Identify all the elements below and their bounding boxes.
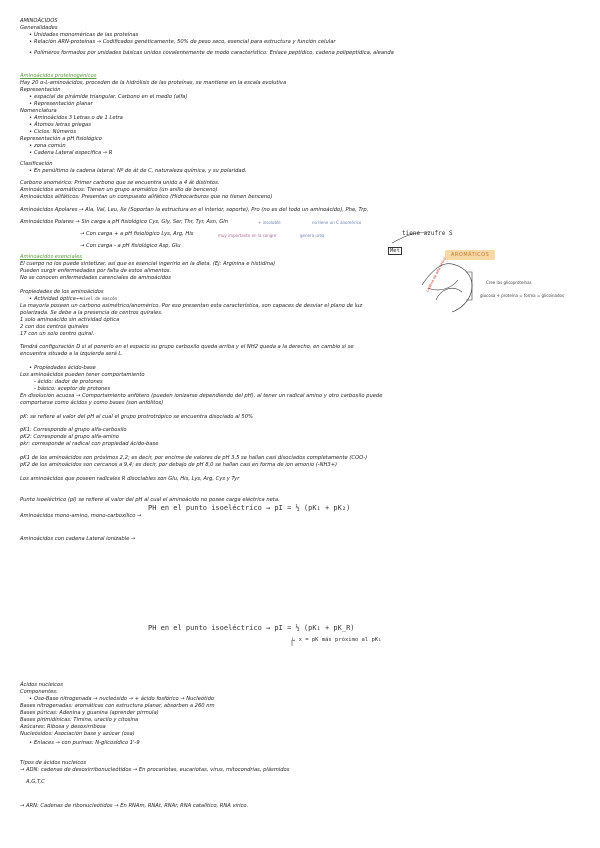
text-line: Aminoácidos con cadena Lateral ionizable → bbox=[20, 536, 136, 542]
text-line: Azúcares: Ribosa y desoxirribosa bbox=[20, 724, 106, 730]
text-line: → Con carga - a pH fisiológico Asp, Glu bbox=[80, 243, 181, 249]
text-line: pK2: Corresponde al grupo alfa-amino bbox=[20, 434, 119, 440]
text-line: encuentra situado a la izquierda será L. bbox=[20, 351, 123, 357]
text-line: • En penúltimo la cadena lateral: Nº de át de C, naturaleza química, y su polaridad. bbox=[34, 168, 247, 174]
text-line: Aminoácidos proteinogénicos bbox=[20, 73, 97, 79]
text-line: A,G,T,C bbox=[26, 779, 45, 785]
text-line: Componentes: bbox=[20, 689, 58, 695]
annotation: genera urea bbox=[300, 233, 325, 238]
text-line: La mayoría poseen un carbono asimétrico/anomérico. Por eso presentan esta característica, son capaces de desviar el plano de luz bbox=[20, 303, 363, 309]
text-line: Aminoácidos mono-amino, mono-carboxílico → bbox=[20, 513, 142, 519]
text-line: pK1 de los aminoácidos son próximos 2,2; es decir, por encima de valores de pH 3,5 se hallan casi disociados completamente (COO-) bbox=[20, 455, 368, 461]
handwritten-note: PH en el punto isoeléctrico → pI = ½ (pK₁ + pK₂) bbox=[148, 504, 351, 512]
text-line: Nomenclatura bbox=[20, 108, 57, 114]
text-line: Aminoácidos aromáticos: Tienen un grupo aromático (un anillo de benceno) bbox=[20, 187, 218, 193]
svg-text:cadena de alfa hélice: cadena de alfa hélice bbox=[425, 256, 447, 293]
annotation: glucosa + proteína = forma = glicoinados bbox=[480, 293, 565, 298]
text-line: • Átomos letras griegas bbox=[34, 122, 91, 128]
text-line: • Enlaces → con purinas: N-glicosídico 1'-9 bbox=[34, 740, 140, 746]
text-line: → ADN: cadenas de desoxirribonucleótidos → En procariotas, eucariotas, virus, mitocondrias, plásmidos bbox=[20, 767, 290, 773]
text-line: Representación a pH fisiológico bbox=[20, 136, 102, 142]
text-line: • espacial de pirámide triangular. Carbono en el medio (alfa) bbox=[34, 94, 187, 100]
annotation: Cree las glicoproteínas bbox=[486, 280, 532, 285]
text-line: polarizada. Se debe a la presencia de centros quirales. bbox=[20, 310, 163, 316]
text-line: → Con carga + a pH fisiológico Lys, Arg, His bbox=[80, 231, 194, 237]
text-line: Nucleósidos: Asociación base y azúcar (osa) bbox=[20, 731, 135, 737]
annotation: + insoluble bbox=[258, 220, 281, 225]
text-line: - ácido: dador de protones bbox=[34, 379, 103, 385]
handwritten-note: PH en el punto isoeléctrico → pI = ½ (pK₁ + pK_R) bbox=[148, 624, 355, 632]
text-line: 2 con dos centros quirales bbox=[20, 324, 89, 330]
text-line: • Relación ARN-proteínas → Codificados genéticamente, 50% de peso seco, esencial para estructura y función celular bbox=[34, 39, 336, 45]
text-line: • Oso-Base nitrogenada → nucleósido → + ácido fosfórico → Nucleótido bbox=[34, 696, 214, 702]
text-line: Hay 20 α-L-aminoácidos, proceden de la hidrólisis de las proteínas, se mantiene en la escala evolutiva bbox=[20, 80, 287, 86]
handwritten-note: Met bbox=[390, 248, 400, 254]
text-line: Representación bbox=[20, 87, 61, 93]
text-line: No se conocen enfermedades carenciales de aminoácidos bbox=[20, 275, 171, 281]
handwritten-note: tiene azufre S bbox=[402, 230, 453, 237]
text-line: 1 solo aminoácido sin actividad óptica bbox=[20, 317, 120, 323]
text-line: Propiedades de los aminoácidos bbox=[20, 289, 104, 295]
text-line: • Propiedades ácido-base bbox=[34, 365, 96, 371]
text-line: Bases nitrogenadas: aromáticas con estructura planar, absorben a 260 nm bbox=[20, 703, 215, 709]
text-line: Generalidades bbox=[20, 25, 58, 31]
text-line: Carbono anomérico: Primer carbono que se encuentra unido a 4 át distintos. bbox=[20, 180, 220, 186]
text-line: El cuerpo no los puede sintetizar, así que es esencial ingerirlo en la dieta. (Ej: Arginina e histidina) bbox=[20, 261, 276, 267]
text-line: comportarse como ácidos y como bases (son anfólitos) bbox=[20, 400, 164, 406]
handwritten-note: → nivel de mascón bbox=[76, 296, 117, 301]
text-line: • Representación planar bbox=[34, 101, 93, 107]
text-line: Aminoácidos esenciales bbox=[20, 254, 82, 260]
text-line: En disolución acuosa → Comportamiento anfótero (pueden ionizarse dependiendo del pH), al tener un radical amino y otro carboxilo puede bbox=[20, 393, 383, 399]
text-line: Bases pirimidínicas: Timina, uracilo y citosina bbox=[20, 717, 139, 723]
text-line: Clasificación bbox=[20, 161, 53, 167]
text-line: Los aminoácidos pueden tener comportamiento bbox=[20, 372, 145, 378]
text-line: Tipos de ácidos nucleicos bbox=[20, 760, 87, 766]
annotation: no tiene un C anomérico bbox=[312, 220, 362, 225]
text-line: Tendrá configuración D si al ponerlo en el espacio su grupo carboxilo queda arriba y el NH2 queda a la derecho, en cambio si se bbox=[20, 344, 354, 350]
text-line: • zona común bbox=[34, 143, 66, 149]
text-line: pK1: Corresponde al grupo alfa-carboxilo bbox=[20, 427, 127, 433]
text-line: AMINOÁCIDOS bbox=[20, 18, 58, 24]
text-line: • Polímeros formados por unidades básicas unidos covalentemente de modo característico: Enlace peptídico, cadena polipeptídica, aleanda bbox=[34, 50, 394, 56]
annotation: muy importante en la sangre bbox=[218, 233, 277, 238]
text-line: Aminoácidos alifáticos: Presentan un compuesto alifático (Hidrocarburos que no tienen benceno) bbox=[20, 194, 273, 200]
text-line: 17 con un solo centro quiral. bbox=[20, 331, 95, 337]
aromaticos-badge: AROMÁTICOS bbox=[445, 250, 495, 260]
text-line: Punto isoeléctrico (pI) se refiere al valor del pH al cual el aminoácido no posee carga eléctrica neta. bbox=[20, 497, 280, 503]
text-line: - básico: aceptor de protones bbox=[34, 386, 111, 392]
text-line: → ARN: Cadenas de ribonucleótidos → En RNAm, RNAt, RNAr, RNA catalítico, RNA vírico. bbox=[20, 803, 249, 809]
text-line: pK2 de los aminoácidos son cercanos a 9,4; es decir, por debajo de pH 8,0 se hallan casi en forma de ion amonio (-NH3+) bbox=[20, 462, 338, 468]
text-line: Aminoácidos Apolares → Ala, Val, Leu, Ile (Soportan la estructura en el interior, soporte), Pro (no es del todo un aminoácido), Phe, Trp, bbox=[20, 207, 369, 213]
text-line: Pueden surgir enfermedades por falta de estos alimentos. bbox=[20, 268, 172, 274]
text-line: • Ciclos: Números bbox=[34, 129, 76, 135]
text-line: • Actividad óptica → bbox=[34, 296, 82, 302]
handwritten-note: ↳ x = pK más próximo al pK₁ bbox=[292, 637, 382, 643]
text-line: Aminoácidos Polares → Sin carga a pH fisiológico Cys, Gly, Ser, Thr, Tyr, Asn, Gln bbox=[20, 219, 228, 225]
text-line: • Aminoácidos 3 Letras o de 1 Letra bbox=[34, 115, 123, 121]
text-line: Ácidos nucleicos bbox=[20, 682, 63, 688]
text-line: pK: se refiere al valor del pH al cual el grupo protrotrópico se encuentra disociado al 50% bbox=[20, 414, 253, 420]
text-line: Los aminoácidos que poseen radicales R disociables son Glu, His, Lys, Arg, Cys y Tyr bbox=[20, 476, 240, 482]
text-line: • Unidades monoméricas de las proteínas bbox=[34, 32, 138, 38]
text-line: Bases púricas: Adenina y guanina (aprender pirmula) bbox=[20, 710, 159, 716]
text-line: • Cadena Lateral específica → R bbox=[34, 150, 112, 156]
text-line: pkr: corresponde al radical con propiedad ácido-base bbox=[20, 441, 159, 447]
